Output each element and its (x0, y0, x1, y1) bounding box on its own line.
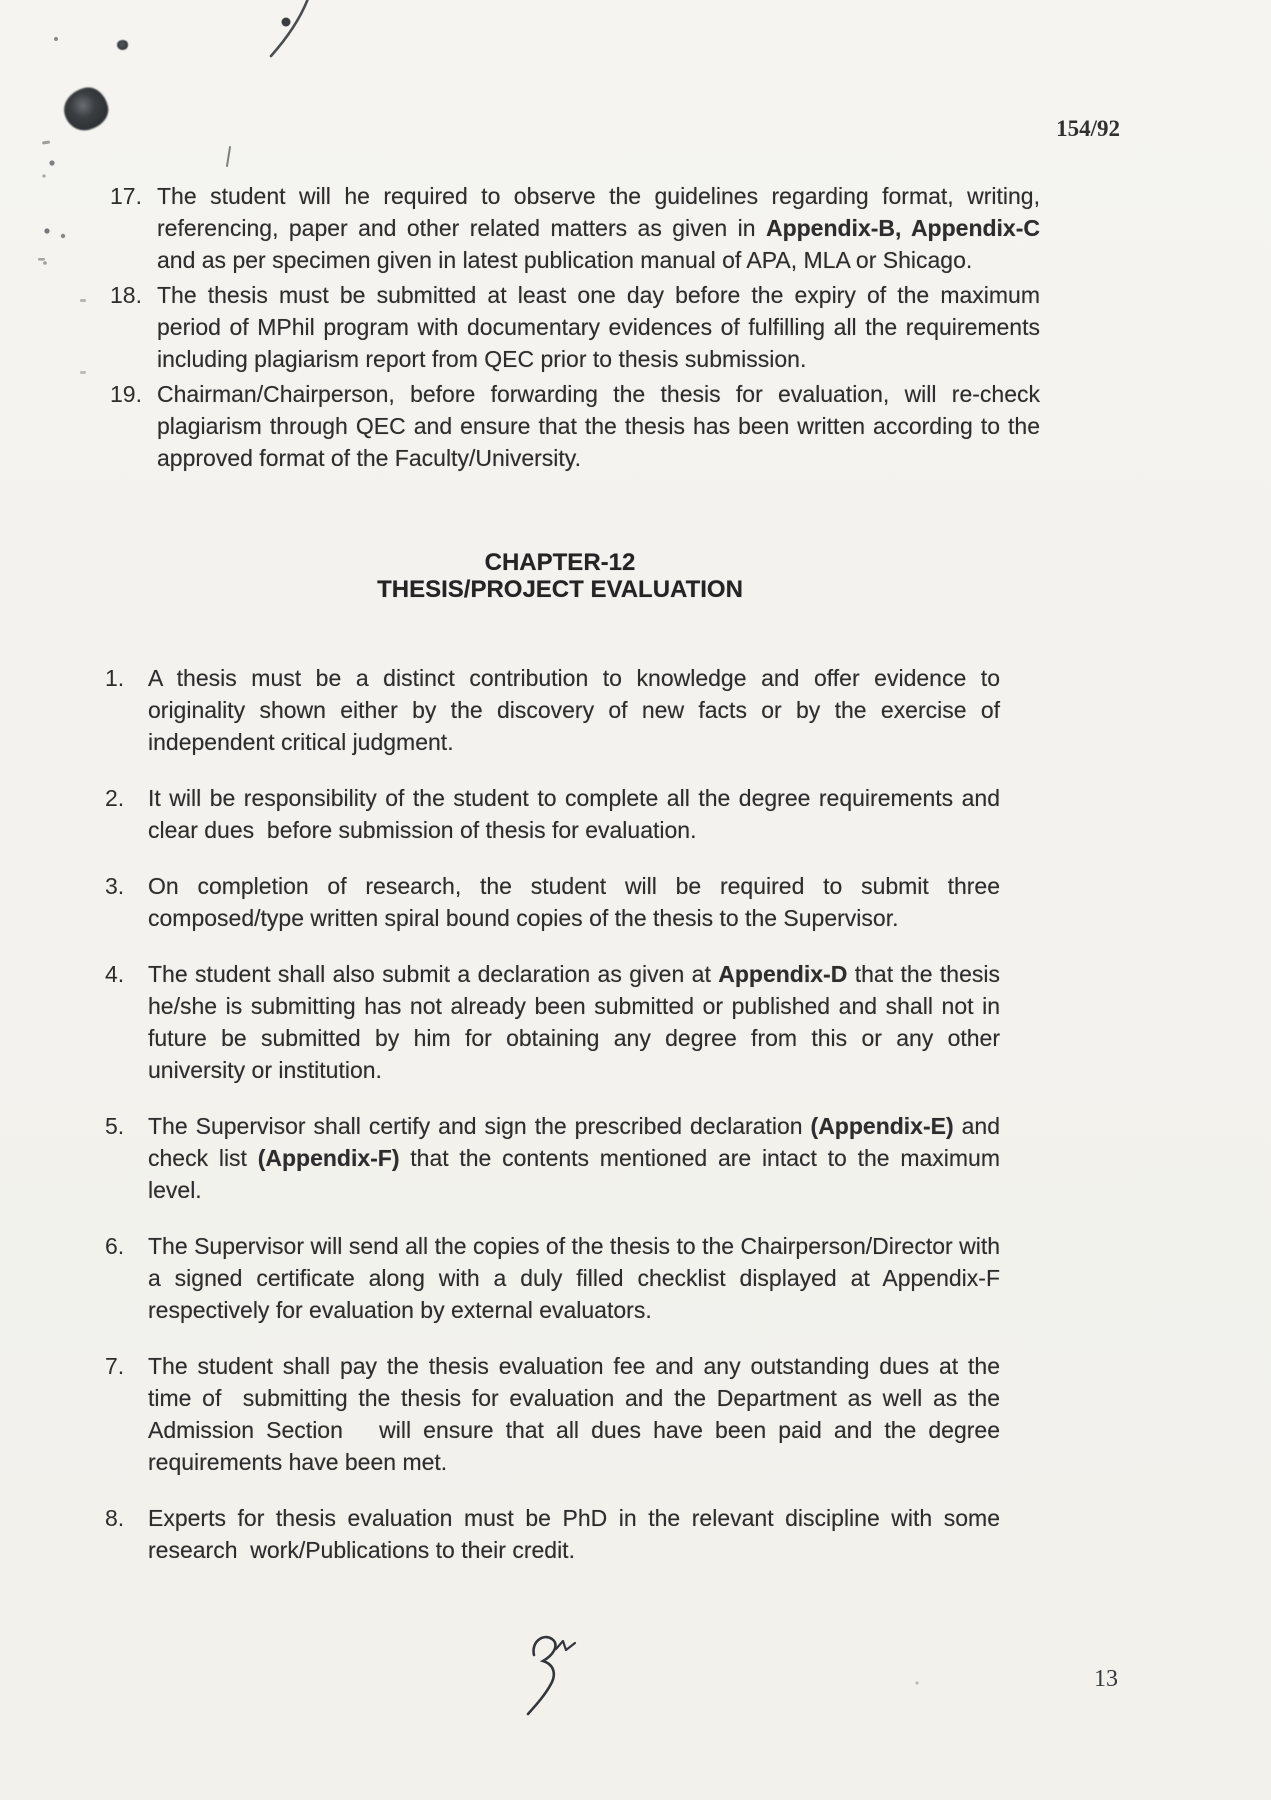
list-item (110, 279, 1040, 375)
list-item (105, 870, 1000, 934)
list-item (110, 378, 1040, 474)
text-segment-bold: (Appendix-E) (810, 1113, 954, 1139)
chapter-title-line: THESIS/PROJECT EVALUATION (377, 576, 743, 603)
evaluation-list (105, 662, 1000, 1590)
item-number: 5. (105, 1113, 125, 1139)
item-number: 6. (105, 1233, 125, 1259)
item-text (157, 378, 1040, 474)
list-item (105, 1230, 1000, 1326)
item-text (148, 1230, 1000, 1326)
page-number: 13 (1094, 1666, 1118, 1692)
text-segment-bold: Appendix-D (718, 961, 848, 987)
text-segment: The Supervisor shall certify and sign the prescribed declaration (148, 1113, 811, 1139)
item-text (157, 180, 1040, 276)
text-segment: Experts for thesis evaluation must be PhD in the relevant discipline with some research work/Publications to their credit. (148, 1505, 1000, 1563)
chapter-number-line: CHAPTER-12 (484, 549, 636, 576)
item-number: 17. (110, 183, 142, 209)
item-text (157, 279, 1040, 375)
pen-dot-artifact (282, 18, 291, 27)
text-segment: The Supervisor will send all the copies of the thesis to the Chairperson/Director with a signed certificate along with a duly filled checklist displayed at Appendix-F respectively for evaluation by external evaluators. (148, 1233, 1000, 1323)
list-item (105, 1502, 1000, 1566)
item-text (148, 1110, 1000, 1206)
chapter-heading (105, 549, 1015, 603)
text-segment: and as per specimen given in latest publication manual of APA, MLA or Shicago. (157, 247, 973, 273)
text-segment-bold: Appendix-B, Appendix-C (765, 215, 1040, 241)
signature-mark (528, 1637, 575, 1714)
tick-artifact (227, 147, 230, 166)
list-item (110, 180, 1040, 276)
list-item (105, 1110, 1000, 1206)
item-text (148, 1350, 1000, 1478)
list-item (105, 1350, 1000, 1478)
text-segment: Chairman/Chairperson, before forwarding the thesis for evaluation, will re-check plagiarism through QEC and ensure that the thesis has been written according to the approved format of the Faculty/University. (157, 381, 1040, 471)
item-text (148, 870, 1000, 934)
item-number: 3. (105, 873, 125, 899)
text-segment: The student shall pay the thesis evaluation fee and any outstanding dues at the time of submitting the thesis for evaluation and the Department as well as the Admission Section will ensure that all dues have been paid and the degree requirements have been met. (148, 1353, 1000, 1475)
list-item (105, 782, 1000, 846)
item-text (148, 1502, 1000, 1566)
text-segment: The student will he required to observe the guidelines regarding format, writing, referencing, paper and other related matters as given in (157, 183, 1040, 241)
pen-stroke-artifact (271, 0, 309, 56)
item-number: 18. (110, 282, 142, 308)
text-segment: The student shall also submit a declaration as given at (148, 961, 719, 987)
item-number: 8. (105, 1505, 125, 1531)
item-text (148, 958, 1000, 1086)
text-segment: A thesis must be a distinct contribution to knowledge and offer evidence to originality shown either by the discovery of new facts or by the exercise of independent critical judgment. (148, 665, 1000, 755)
document-ref-number: 154/92 (1056, 116, 1120, 141)
text-segment-bold: (Appendix-F) (257, 1145, 400, 1171)
item-text (148, 782, 1000, 846)
item-number: 7. (105, 1353, 125, 1379)
text-segment: that the contents mentioned are intact to the maximum level. (148, 1145, 1000, 1203)
text-segment: The thesis must be submitted at least one day before the expiry of the maximum period of MPhil program with documentary evidences of fulfilling all the requirements including plagiarism report from QEC prior to thesis submission. (157, 282, 1040, 372)
list-item (105, 662, 1000, 758)
item-number: 4. (105, 961, 125, 987)
item-number: 19. (110, 381, 142, 407)
text-segment: It will be responsibility of the student to complete all the degree requirements and clear dues before submission of thesis for evaluation. (148, 785, 1000, 843)
item-text (148, 662, 1000, 758)
text-segment: On completion of research, the student will be required to submit three composed/type written spiral bound copies of the thesis to the Supervisor. (148, 873, 1000, 931)
item-number: 1. (105, 665, 125, 691)
text-segment: that the thesis he/she is submitting has not already been submitted or published and shall not in future be submitted by him for obtaining any degree from this or any other university or institution. (148, 961, 1000, 1083)
guidelines-list (110, 180, 1040, 477)
list-item (105, 958, 1000, 1086)
text-segment: and check list (148, 1113, 1001, 1171)
item-number: 2. (105, 785, 125, 811)
